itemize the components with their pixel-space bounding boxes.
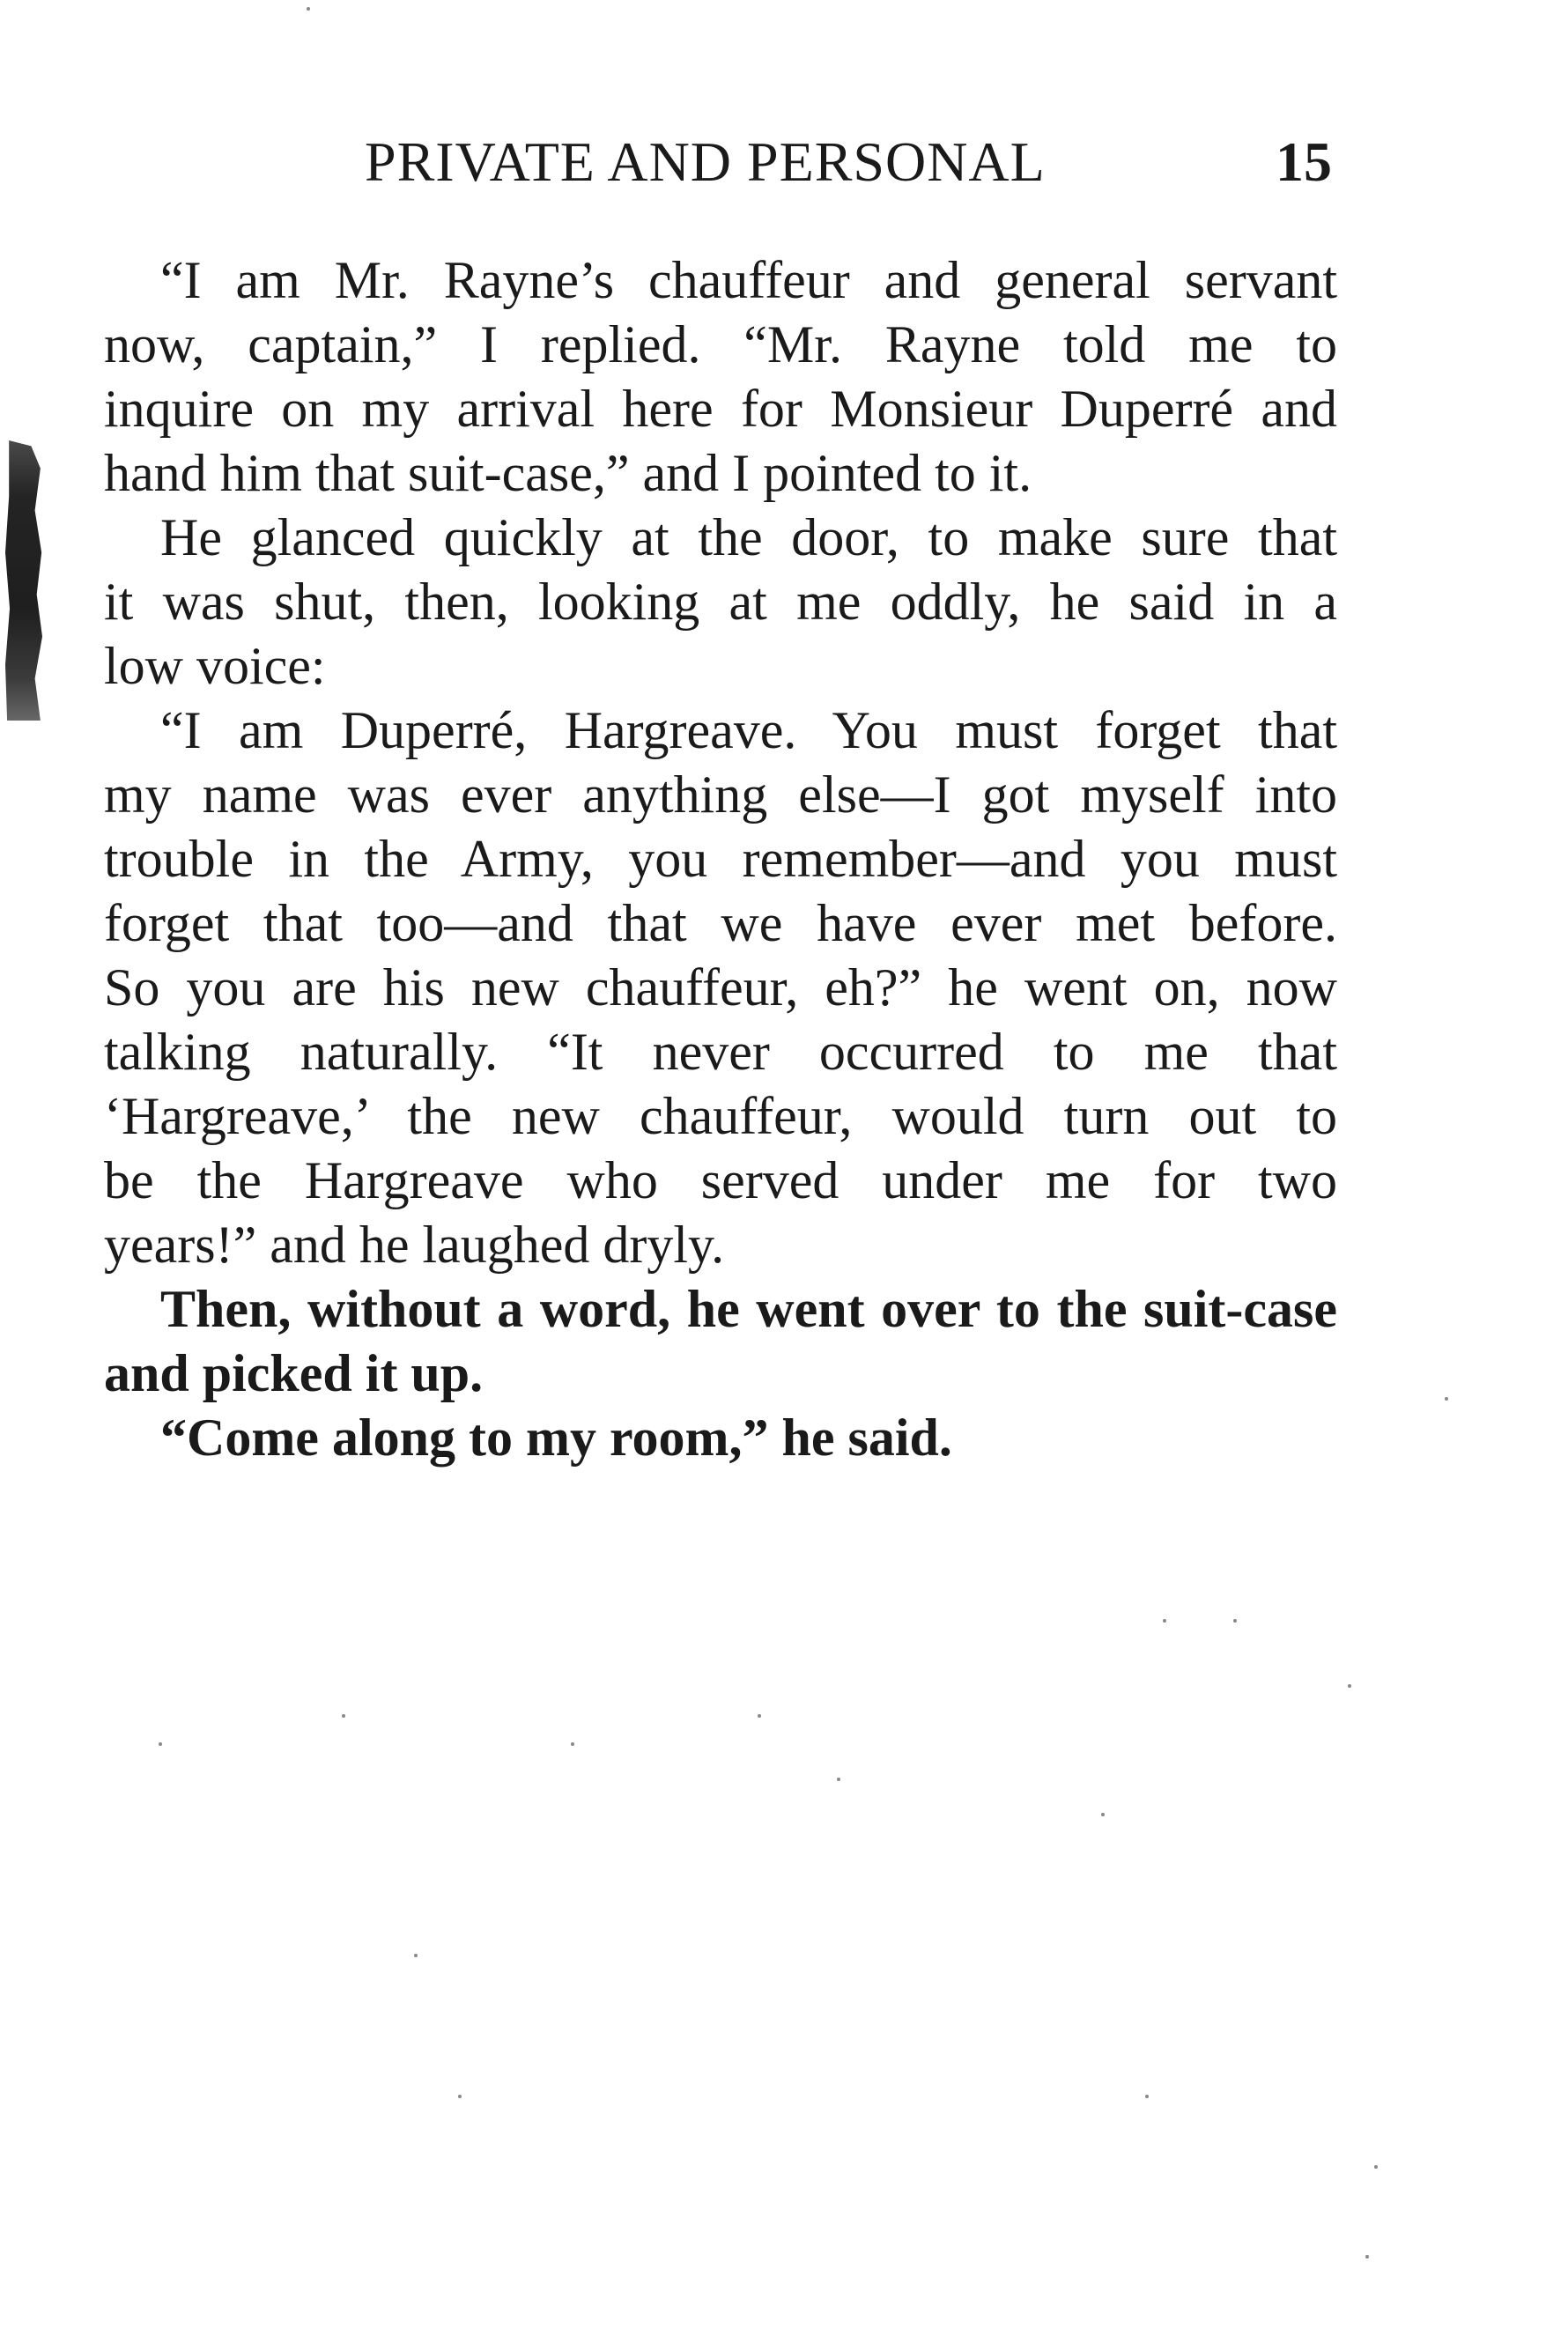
scan-speck [159, 1742, 162, 1746]
text-line: So you are his new chauffeur, eh?” he went on, now [104, 958, 1337, 1017]
text-line: low voice: [104, 637, 326, 695]
text-line: now, captain,” I replied. “Mr. Rayne told me to [104, 315, 1337, 373]
scan-speck [1445, 1397, 1448, 1401]
scan-speck [1163, 1619, 1166, 1623]
text-line: inquire on my arrival here for Monsieur Duperré and [104, 380, 1337, 438]
scan-speck [1365, 2255, 1369, 2259]
text-line: ‘Hargreave,’ the new chauffeur, would turn out to [104, 1087, 1337, 1145]
text-line: years!” and he laughed dryly. [104, 1216, 725, 1274]
text-line: be the Hargreave who served under me for two [104, 1151, 1337, 1209]
scan-speck [571, 1742, 574, 1746]
text-line: talking naturally. “It never occurred to me that [104, 1023, 1337, 1081]
scan-speck [458, 2095, 462, 2098]
running-title: PRIVATE AND PERSONAL [365, 130, 1046, 193]
text-line: “I am Mr. Rayne’s chauffeur and general servant [160, 251, 1337, 309]
text-line: it was shut, then, looking at me oddly, he said in a [104, 573, 1337, 631]
text-line: “I am Duperré, Hargreave. You must forget that [160, 701, 1337, 759]
text-line: hand him that suit-case,” and I pointed to it. [104, 444, 1032, 502]
page-number: 15 [1276, 130, 1332, 193]
scan-speck [758, 1714, 761, 1718]
text-line: trouble in the Army, you remember—and you must [104, 830, 1337, 888]
text-line: “Come along to my room,” he said. [160, 1408, 952, 1467]
scan-speck [342, 1714, 345, 1718]
scan-speck [837, 1778, 840, 1781]
scan-speck [1233, 1619, 1237, 1623]
text-line: forget that too—and that we have ever met before. [104, 894, 1337, 952]
text-line: my name was ever anything else—I got myself into [104, 765, 1337, 824]
scan-speck [1374, 2165, 1378, 2169]
text-line: He glanced quickly at the door, to make sure that [160, 508, 1337, 566]
text-line: and picked it up. [104, 1344, 484, 1402]
binding-smudge [5, 440, 42, 721]
scan-speck [1145, 2095, 1149, 2098]
body-text [104, 248, 1337, 1470]
scan-speck [1101, 1813, 1105, 1816]
scan-speck [1348, 1684, 1351, 1688]
scan-speck [414, 1954, 418, 1957]
scan-speck [307, 7, 310, 11]
text-line: Then, without a word, he went over to the suit-case [160, 1280, 1337, 1338]
